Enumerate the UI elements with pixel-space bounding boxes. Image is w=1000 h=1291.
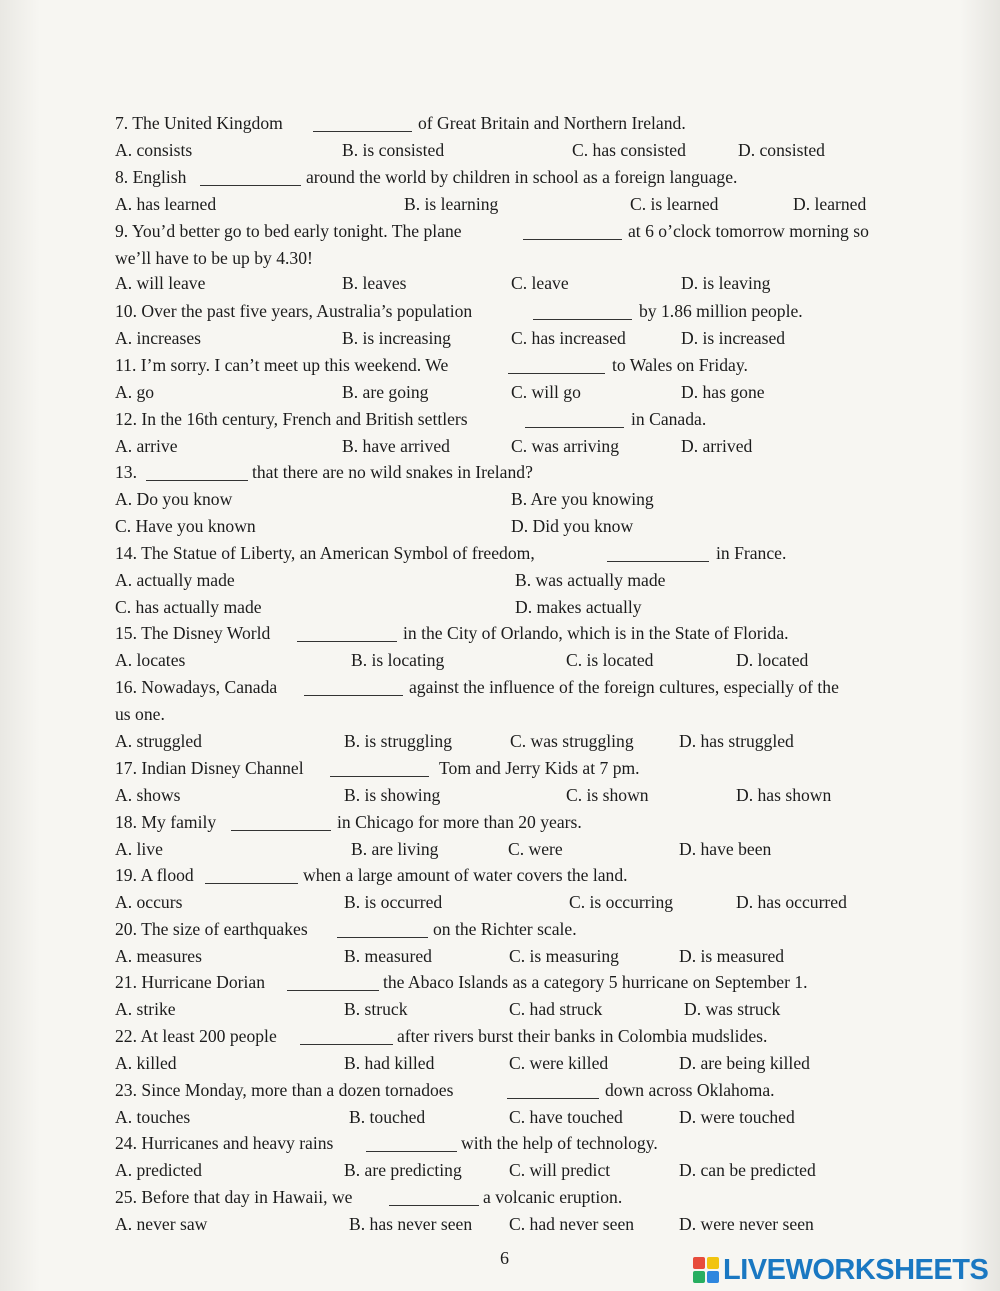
question-23-options [0, 1104, 1000, 1131]
question-number-label: 20. [115, 919, 137, 939]
question-number [115, 1077, 453, 1104]
stem-text-before: A flood [140, 865, 194, 885]
stem-continuation: us one. [115, 704, 165, 724]
stem-text-before: The Disney World [141, 623, 271, 643]
option-c[interactable]: C. were [508, 839, 563, 859]
stem-text-after: Tom and Jerry Kids at 7 pm. [439, 758, 640, 778]
brand-name: LIVEWORKSHEETS [723, 1253, 989, 1286]
option-a[interactable]: A. increases [115, 328, 201, 348]
option-c[interactable]: C. is shown [566, 785, 649, 805]
stem-text-after: in Chicago for more than 20 years. [337, 812, 582, 832]
question-16-options [0, 728, 1000, 755]
question-number [115, 1023, 277, 1050]
answer-blank[interactable] [231, 813, 331, 831]
stem-text-after: a volcanic eruption. [483, 1187, 623, 1207]
stem-text-before: You’d better go to bed early tonight. The plane [131, 221, 462, 241]
option-c[interactable]: C. have touched [509, 1107, 623, 1127]
option-b[interactable]: B. have arrived [342, 436, 450, 456]
stem-text-after: of Great Britain and Northern Ireland. [418, 113, 686, 133]
answer-blank[interactable] [337, 920, 428, 938]
option-b[interactable]: B. touched [349, 1107, 426, 1127]
answer-blank[interactable] [607, 544, 709, 562]
option-a[interactable]: A. killed [115, 1053, 177, 1073]
stem-text-after: around the world by children in school as a foreign language. [306, 167, 738, 187]
option-a[interactable]: A. live [115, 839, 163, 859]
question-24-stem [0, 1130, 1000, 1157]
question-14-stem [0, 540, 1000, 567]
option-c[interactable]: C. is located [566, 650, 654, 670]
question-number-label: 14. [115, 543, 137, 563]
question-20-options [0, 943, 1000, 970]
question-17-stem [0, 755, 1000, 782]
answer-blank[interactable] [313, 114, 412, 132]
question-8-options [0, 191, 1000, 218]
liveworksheets-logo-icon [693, 1257, 719, 1283]
stem-text-before: The size of earthquakes [141, 919, 308, 939]
question-19-options [0, 889, 1000, 916]
question-number [115, 916, 308, 943]
option-c[interactable]: C. will go [511, 382, 581, 402]
option-a[interactable]: A. go [115, 382, 155, 402]
question-number [115, 459, 137, 486]
question-18-stem [0, 809, 1000, 836]
answer-blank[interactable] [146, 463, 248, 481]
question-24-options [0, 1157, 1000, 1184]
option-a[interactable]: A. locates [115, 650, 186, 670]
option-d[interactable]: D. has struggled [679, 731, 794, 751]
answer-blank[interactable] [297, 624, 397, 642]
option-b[interactable]: B. is locating [351, 650, 445, 670]
question-number-label: 21. [115, 972, 137, 992]
question-number-label: 13. [115, 462, 137, 482]
question-number [115, 755, 304, 782]
question-8-stem [0, 164, 1000, 191]
stem-text-before: English [132, 167, 187, 187]
question-13-stem [0, 459, 1000, 486]
option-a[interactable]: A. touches [115, 1107, 191, 1127]
option-d[interactable]: D. were never seen [679, 1214, 814, 1234]
question-number-label: 11. [115, 355, 137, 375]
question-number-label: 24. [115, 1133, 137, 1153]
option-b[interactable]: B. is struggling [344, 731, 453, 751]
option-b[interactable]: B. is learning [404, 194, 499, 214]
option-d[interactable]: D. was struck [684, 999, 781, 1019]
question-number [115, 218, 462, 245]
option-d[interactable]: D. are being killed [679, 1053, 810, 1073]
question-number [115, 1130, 333, 1157]
stem-text-before: I’m sorry. I can’t meet up this weekend. We [140, 355, 449, 375]
stem-text-after: the Abaco Islands as a category 5 hurricane on September 1. [383, 972, 808, 992]
question-number-label: 8. [115, 167, 129, 187]
option-b[interactable]: B. struck [344, 999, 408, 1019]
option-d[interactable]: D. located [736, 650, 809, 670]
question-21-stem [0, 969, 1000, 996]
stem-text-after: against the influence of the foreign cultures, especially of the [409, 677, 839, 697]
stem-text-before: In the 16th century, French and British settlers [141, 409, 468, 429]
question-21-options [0, 996, 1000, 1023]
question-11-stem [0, 352, 1000, 379]
option-d[interactable]: D. has gone [681, 382, 765, 402]
option-a[interactable]: A. consists [115, 140, 193, 160]
stem-text-after: in France. [716, 543, 787, 563]
option-d[interactable]: D. is increased [681, 328, 786, 348]
stem-text-before: Hurricane Dorian [141, 972, 265, 992]
question-14-options-row-2 [0, 594, 1000, 621]
question-number-label: 18. [115, 812, 137, 832]
answer-blank[interactable] [205, 866, 298, 884]
option-d[interactable]: D. makes actually [515, 597, 642, 617]
option-a[interactable]: A. Do you know [115, 489, 233, 509]
stem-text-before: Hurricanes and heavy rains [141, 1133, 334, 1153]
stem-text-before: My family [141, 812, 217, 832]
option-c[interactable]: C. was arriving [511, 436, 619, 456]
question-number-label: 9. [115, 221, 129, 241]
option-a[interactable]: A. occurs [115, 892, 183, 912]
option-d[interactable]: D. have been [679, 839, 772, 859]
stem-text-after: that there are no wild snakes in Ireland? [252, 462, 533, 482]
question-14-options-row-1 [0, 567, 1000, 594]
question-number-label: 22. [115, 1026, 137, 1046]
answer-blank[interactable] [330, 759, 429, 777]
stem-text-after: by 1.86 million people. [639, 301, 803, 321]
question-12-stem [0, 406, 1000, 433]
question-10-options [0, 325, 1000, 352]
option-c[interactable]: C. is learned [630, 194, 719, 214]
option-d[interactable]: D. is leaving [681, 273, 771, 293]
question-number [115, 110, 283, 137]
question-number [115, 674, 277, 701]
stem-text-before: At least 200 people [140, 1026, 277, 1046]
option-a[interactable]: A. shows [115, 785, 181, 805]
question-number [115, 164, 186, 191]
stem-text-before: Nowadays, Canada [141, 677, 278, 697]
question-18-options [0, 836, 1000, 863]
question-7-stem [0, 110, 1000, 137]
option-d[interactable]: D. can be predicted [679, 1160, 816, 1180]
question-13-options-row-2 [0, 513, 1000, 540]
answer-blank[interactable] [389, 1188, 479, 1206]
question-number-label: 12. [115, 409, 137, 429]
question-12-options [0, 433, 1000, 460]
question-16-stem [0, 674, 1000, 701]
question-number [115, 620, 270, 647]
stem-text-before: Indian Disney Channel [141, 758, 304, 778]
question-number [115, 862, 194, 889]
question-22-options [0, 1050, 1000, 1077]
stem-text-after: down across Oklahoma. [605, 1080, 775, 1100]
option-a[interactable]: A. arrive [115, 436, 178, 456]
question-17-options [0, 782, 1000, 809]
answer-blank[interactable] [304, 678, 403, 696]
option-c[interactable]: C. has actually made [115, 597, 262, 617]
question-23-stem [0, 1077, 1000, 1104]
option-a[interactable]: A. never saw [115, 1214, 208, 1234]
question-20-stem [0, 916, 1000, 943]
option-b[interactable]: B. has never seen [349, 1214, 473, 1234]
stem-text-after: on the Richter scale. [433, 919, 577, 939]
question-25-stem [0, 1184, 1000, 1211]
option-c[interactable]: C. had never seen [509, 1214, 635, 1234]
question-number-label: 17. [115, 758, 137, 778]
option-b[interactable]: B. is consisted [342, 140, 445, 160]
option-b[interactable]: B. had killed [344, 1053, 435, 1073]
option-b[interactable]: B. is increasing [342, 328, 451, 348]
answer-blank[interactable] [287, 973, 379, 991]
question-9-stem-continuation [0, 245, 1000, 272]
option-a[interactable]: A. predicted [115, 1160, 202, 1180]
stem-text-after: when a large amount of water covers the land. [303, 865, 628, 885]
option-b[interactable]: B. was actually made [515, 570, 666, 590]
page-number: 6 [500, 1248, 509, 1268]
question-25-options [0, 1211, 1000, 1238]
question-number-label: 19. [115, 865, 137, 885]
question-number [115, 969, 265, 996]
option-c[interactable]: C. was struggling [510, 731, 634, 751]
stem-text-before: Before that day in Hawaii, we [141, 1187, 353, 1207]
question-13-options-row-1 [0, 486, 1000, 513]
option-c[interactable]: C. is occurring [569, 892, 674, 912]
answer-blank[interactable] [300, 1027, 393, 1045]
question-number-label: 16. [115, 677, 137, 697]
question-number [115, 1184, 352, 1211]
question-number-label: 25. [115, 1187, 137, 1207]
question-11-options [0, 379, 1000, 406]
option-a[interactable]: A. has learned [115, 194, 217, 214]
option-d[interactable]: D. is measured [679, 946, 785, 966]
option-b[interactable]: B. is occurred [344, 892, 443, 912]
stem-text-after: at 6 o’clock tomorrow morning so [628, 221, 869, 241]
answer-blank[interactable] [523, 222, 622, 240]
option-a[interactable]: A. measures [115, 946, 202, 966]
question-number [115, 809, 216, 836]
stem-continuation: we’ll have to be up by 4.30! [115, 248, 313, 268]
liveworksheets-logo[interactable] [693, 1253, 988, 1287]
answer-blank[interactable] [366, 1134, 457, 1152]
question-9-options [0, 270, 1000, 297]
option-a[interactable]: A. actually made [115, 570, 235, 590]
answer-blank[interactable] [200, 168, 301, 186]
option-c[interactable]: C. Have you known [115, 516, 256, 536]
option-b[interactable]: B. are living [351, 839, 439, 859]
stem-text-after: to Wales on Friday. [612, 355, 748, 375]
question-7-options [0, 137, 1000, 164]
option-c[interactable]: C. were killed [509, 1053, 609, 1073]
question-16-stem-continuation [0, 701, 1000, 728]
option-a[interactable]: A. will leave [115, 273, 206, 293]
question-number-label: 15. [115, 623, 137, 643]
question-19-stem [0, 862, 1000, 889]
question-number [115, 352, 448, 379]
option-d[interactable]: D. has shown [736, 785, 832, 805]
option-d[interactable]: D. arrived [681, 436, 753, 456]
question-number [115, 298, 472, 325]
stem-text-after: in the City of Orlando, which is in the State of Florida. [403, 623, 789, 643]
stem-text-before: Over the past five years, Australia’s population [141, 301, 473, 321]
option-d[interactable]: D. were touched [679, 1107, 795, 1127]
option-c[interactable]: C. had struck [509, 999, 603, 1019]
option-c[interactable]: C. will predict [509, 1160, 611, 1180]
question-number [115, 406, 468, 433]
stem-text-before: Since Monday, more than a dozen tornadoes [141, 1080, 454, 1100]
option-c[interactable]: C. leave [511, 273, 569, 293]
answer-blank[interactable] [525, 410, 624, 428]
question-number-label: 10. [115, 301, 137, 321]
question-9-stem [0, 218, 1000, 245]
option-a[interactable]: A. struggled [115, 731, 202, 751]
question-number-label: 23. [115, 1080, 137, 1100]
option-b[interactable]: B. leaves [342, 273, 407, 293]
option-b[interactable]: B. measured [344, 946, 432, 966]
option-c[interactable]: C. has increased [511, 328, 626, 348]
option-b[interactable]: B. are going [342, 382, 429, 402]
option-c[interactable]: C. has consisted [572, 140, 686, 160]
question-22-stem [0, 1023, 1000, 1050]
question-number-label: 7. [115, 113, 129, 133]
question-15-options [0, 647, 1000, 674]
stem-text-before: The United Kingdom [132, 113, 283, 133]
option-b[interactable]: B. are predicting [344, 1160, 462, 1180]
question-10-stem [0, 298, 1000, 325]
option-d[interactable]: D. has occurred [736, 892, 847, 912]
option-b[interactable]: B. is showing [344, 785, 441, 805]
option-d[interactable]: D. learned [793, 194, 867, 214]
option-b[interactable]: B. Are you knowing [511, 489, 654, 509]
answer-blank[interactable] [533, 302, 632, 320]
stem-text-before: The Statue of Liberty, an American Symbol of freedom, [141, 543, 535, 563]
option-d[interactable]: D. Did you know [511, 516, 634, 536]
option-d[interactable]: D. consisted [738, 140, 825, 160]
option-c[interactable]: C. is measuring [509, 946, 619, 966]
answer-blank[interactable] [507, 1081, 599, 1099]
answer-blank[interactable] [508, 356, 605, 374]
question-number [115, 540, 535, 567]
stem-text-after: with the help of technology. [461, 1133, 658, 1153]
question-15-stem [0, 620, 1000, 647]
stem-text-after: in Canada. [631, 409, 707, 429]
stem-text-after: after rivers burst their banks in Colombia mudslides. [397, 1026, 768, 1046]
option-a[interactable]: A. strike [115, 999, 176, 1019]
